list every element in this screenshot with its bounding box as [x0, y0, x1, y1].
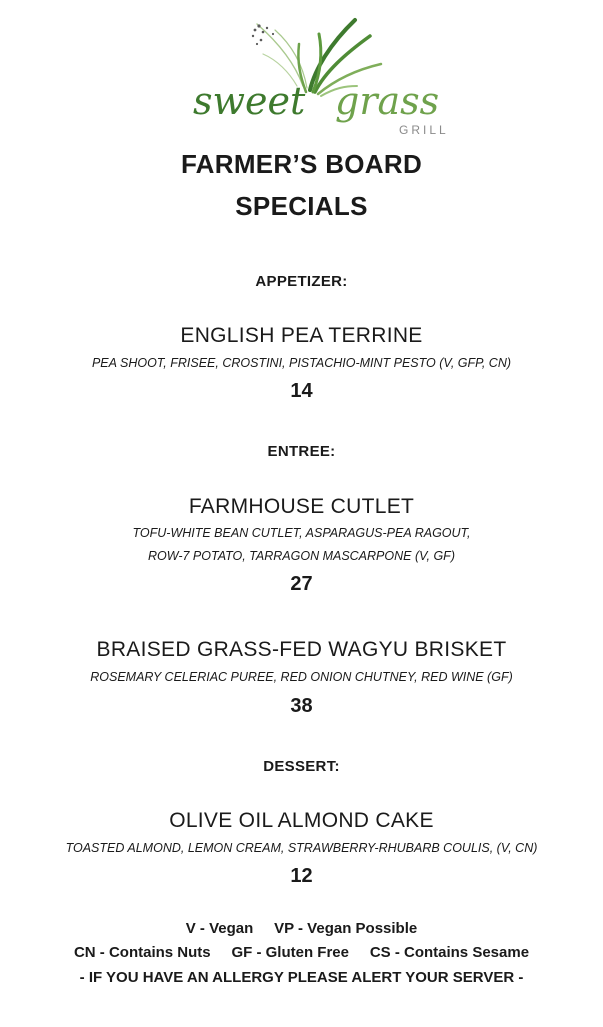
section-heading-entree: ENTREE: — [267, 443, 336, 460]
dish-description: PEA SHOOT, FRISEE, CROSTINI, PISTACHIO-MINT PESTO (V, GFP, CN) — [91, 356, 512, 370]
dish-description: ROSEMARY CELERIAC PUREE, RED ONION CHUTNEY, RED WINE (GF) — [90, 670, 513, 684]
logo-word-sweet: sweet — [193, 79, 306, 123]
section-heading-dessert: DESSERT: — [263, 758, 340, 775]
dish-price: 12 — [290, 865, 313, 887]
dish-name: ENGLISH PEA TERRINE — [180, 324, 423, 347]
dish-name: BRAISED GRASS-FED WAGYU BRISKET — [96, 638, 507, 661]
logo-subtitle: GRILL — [399, 123, 449, 137]
dish-name: FARMHOUSE CUTLET — [188, 495, 415, 518]
sweetgrass-grill-logo — [185, 14, 465, 142]
grass-logo-graphic — [185, 14, 465, 142]
logo-word-grass: grass — [335, 79, 440, 123]
dish-price: 38 — [290, 695, 313, 717]
allergy-notice: - IF YOU HAVE AN ALLERGY PLEASE ALERT YOUR SERVER - — [79, 969, 524, 986]
page-title-line-1: FARMER’S BOARD — [180, 149, 423, 179]
page-title-line-2: SPECIALS — [235, 191, 368, 221]
dish-description: TOFU-WHITE BEAN CUTLET, ASPARAGUS-PEA RAGOUT, — [132, 526, 471, 540]
dish-description: ROW-7 POTATO, TARRAGON MASCARPONE (V, GF) — [148, 549, 455, 563]
dish-price: 27 — [290, 573, 313, 595]
dish-name: OLIVE OIL ALMOND CAKE — [169, 809, 434, 832]
dietary-legend-line-2: CN - Contains Nuts GF - Gluten Free CS - Contains Sesame — [73, 944, 530, 961]
dietary-legend-line-1: V - Vegan VP - Vegan Possible — [185, 920, 418, 937]
dish-price: 14 — [290, 380, 313, 402]
dish-description: TOASTED ALMOND, LEMON CREAM, STRAWBERRY-RHUBARB COULIS, (V, CN) — [65, 841, 538, 855]
section-heading-appetizer: APPETIZER: — [255, 273, 348, 290]
